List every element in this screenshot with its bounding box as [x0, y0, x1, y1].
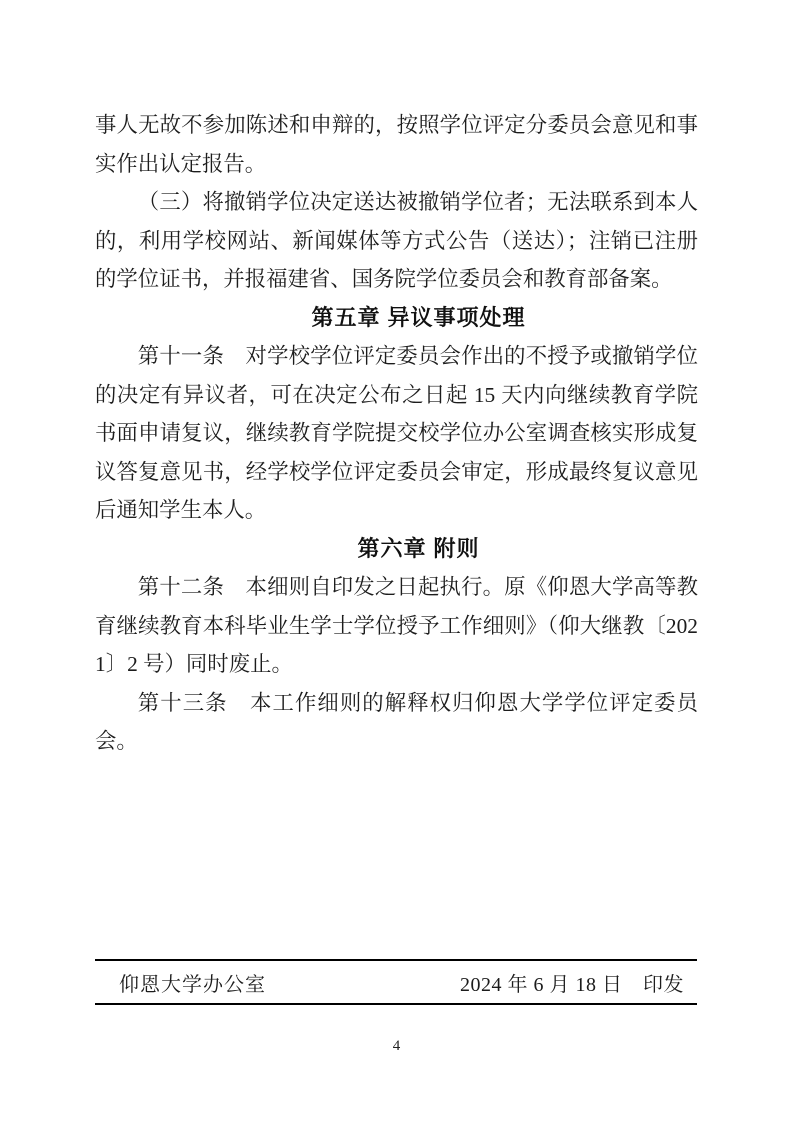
page-number: 4: [392, 1038, 401, 1054]
document-body: [95, 106, 698, 761]
paragraph-item-3: （三）将撤销学位决定送达被撤销学位者；无法联系到本人的，利用学校网站、新闻媒体等方式公告（送达）；注销已注册的学位证书，并报福建省、国务院学位委员会和教育部备案。: [95, 190, 698, 291]
paragraph-continuation: 事人无故不参加陈述和申辩的，按照学位评定分委员会意见和事实作出认定报告。: [95, 113, 698, 176]
document-footer: [95, 959, 697, 1005]
footer-issuer: 仰恩大学办公室: [119, 973, 266, 996]
chapter-5-heading: 第五章 异议事项处理: [311, 304, 526, 330]
footer-print-date: 2024 年 6 月 18 日 印发: [460, 973, 684, 996]
article-11-paragraph: 第十一条 对学校学位评定委员会作出的不授予或撤销学位的决定有异议者，可在决定公布之日起 15 天内向继续教育学院书面申请复议，继续教育学院提交校学位办公室调查核实形成复议答复意见书，经学校学位评定委员会审定，形成最终复议意见后通知学生本人。: [95, 344, 698, 522]
article-12-paragraph: 第十二条 本细则自印发之日起执行。原《仰恩大学高等教育继续教育本科毕业生学士学位授予工作细则》（仰大继教〔2021〕2 号）同时废止。: [95, 575, 698, 676]
chapter-6-heading: 第六章 附则: [357, 535, 480, 561]
article-13-paragraph: 第十三条 本工作细则的解释权归仰恩大学学位评定委员会。: [95, 690, 698, 753]
